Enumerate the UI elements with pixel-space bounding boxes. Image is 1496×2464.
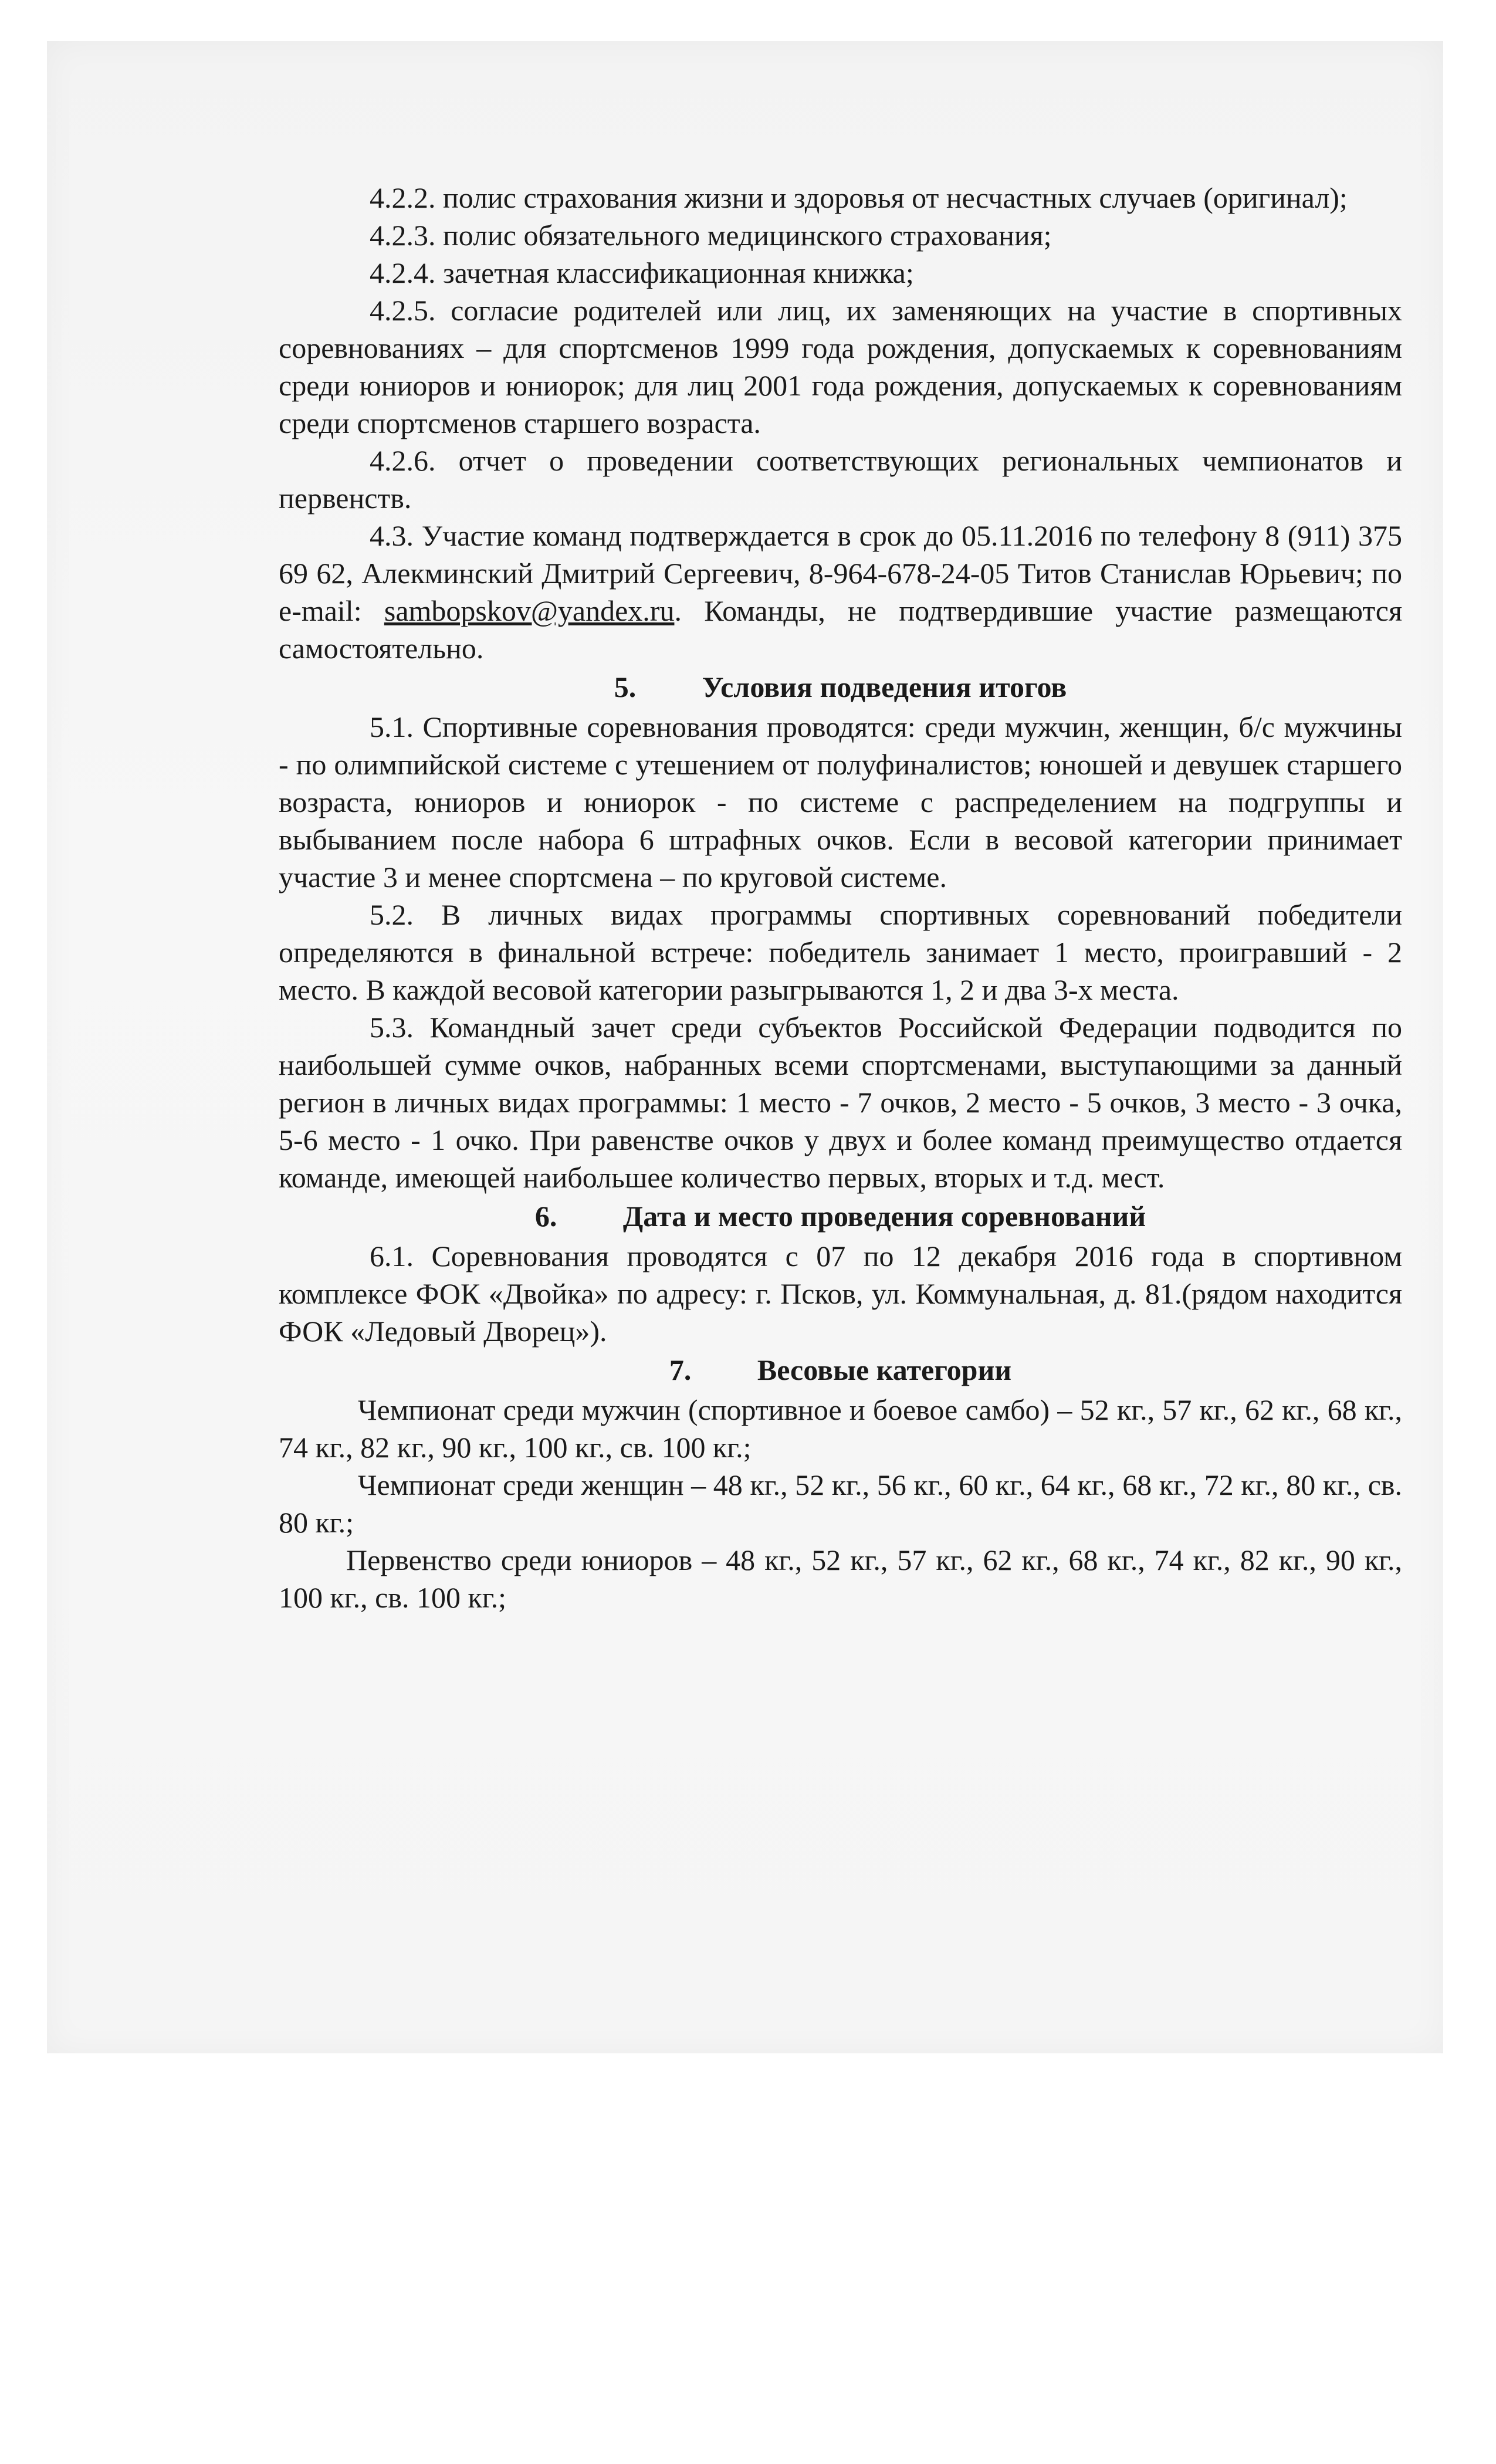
section-6-title: Дата и место проведения соревнований [622, 1200, 1146, 1233]
section-5-number: 5. [614, 671, 637, 703]
weight-men: Чемпионат среди мужчин (спортивное и боевое самбо) – 52 кг., 57 кг., 62 кг., 68 кг., 74 кг., 82 кг., 90 кг., 100 кг., св. 100 кг.; [279, 1393, 1402, 1464]
item-5-3: 5.3. Командный зачет среди субъектов Российской Федерации подводится по наибольшей сумме очков, набранных всеми спортсменами, выступающими за данный регион в личных видах программы: 1 место - 7 очков, 2 место - 5 очков, 3 место - 3 очка, 5-6 место - 1 очко. При равенстве очков у двух и более команд преимущество отдается команде, имеющей наибольшее количество первых, вторых и т.д. мест. [279, 1011, 1402, 1194]
section-7-number: 7. [669, 1353, 692, 1386]
item-4-3 [279, 517, 1402, 667]
section-7-title: Весовые категории [757, 1353, 1012, 1386]
section-7-heading [279, 1351, 1402, 1389]
document-body [279, 179, 1402, 1616]
item-4-2-4: 4.2.4. зачетная классификационная книжка; [370, 256, 914, 289]
item-5-1: 5.1. Спортивные соревнования проводятся: среди мужчин, женщин, б/с мужчины - по олимпийской системе с утешением от полуфиналистов; юношей и девушек старшего возраста, юниоров и юниорок - по системе с распределением на подгруппы и выбыванием после набора 6 штрафных очков. Если в весовой категории принимает участие 3 и менее спортсмена – по круговой системе. [279, 710, 1402, 893]
item-4-3-tail: . Команды, не подтвердившие участие размещаются самостоятельно. [279, 594, 1402, 665]
item-4-2-2: 4.2.2. полис страхования жизни и здоровья от несчастных случаев (оригинал); [370, 181, 1348, 214]
item-5-2: 5.2. В личных видах программы спортивных соревнований победители определяются в финальной встрече: победитель занимает 1 место, проигравший - 2 место. В каждой весовой категории разыгрываются 1, 2 и два 3-х места. [279, 898, 1402, 1006]
item-4-2-3: 4.2.3. полис обязательного медицинского страхования; [370, 219, 1052, 252]
email-link[interactable]: sambopskov@yandex.ru [384, 594, 675, 627]
section-5-heading [279, 668, 1402, 706]
section-6-heading [279, 1197, 1402, 1235]
item-4-2-6: 4.2.6. отчет о проведении соответствующих региональных чемпионатов и первенств. [279, 444, 1402, 515]
weight-juniors: Первенство среди юниоров – 48 кг., 52 кг., 57 кг., 62 кг., 68 кг., 74 кг., 82 кг., 90 кг., 100 кг., св. 100 кг.; [279, 1544, 1402, 1614]
section-5-title: Условия подведения итогов [702, 671, 1067, 703]
weight-women: Чемпионат среди женщин – 48 кг., 52 кг., 56 кг., 60 кг., 64 кг., 68 кг., 72 кг., 80 кг., св. 80 кг.; [279, 1468, 1402, 1539]
item-4-3-text: 4.3. Участие команд подтверждается в срок до 05.11.2016 по телефону 8 (911) 375 69 62, Алекминский Дмитрий Сергеевич, 8-964-678-24-05 Титов Станислав Юрьевич; по e-mail: [279, 519, 1402, 627]
item-4-2-5: 4.2.5. согласие родителей или лиц, их заменяющих на участие в спортивных соревнованиях – для спортсменов 1999 года рождения, допускаемых к соревнованиям среди юниоров и юниорок; для лиц 2001 года рождения, допускаемых к соревнованиям среди спортсменов старшего возраста. [279, 294, 1402, 439]
section-6-number: 6. [534, 1200, 557, 1233]
item-6-1: 6.1. Соревнования проводятся с 07 по 12 декабря 2016 года в спортивном комплексе ФОК «Двойка» по адресу: г. Псков, ул. Коммунальная, д. 81.(рядом находится ФОК «Ледовый Дворец»). [279, 1240, 1402, 1348]
